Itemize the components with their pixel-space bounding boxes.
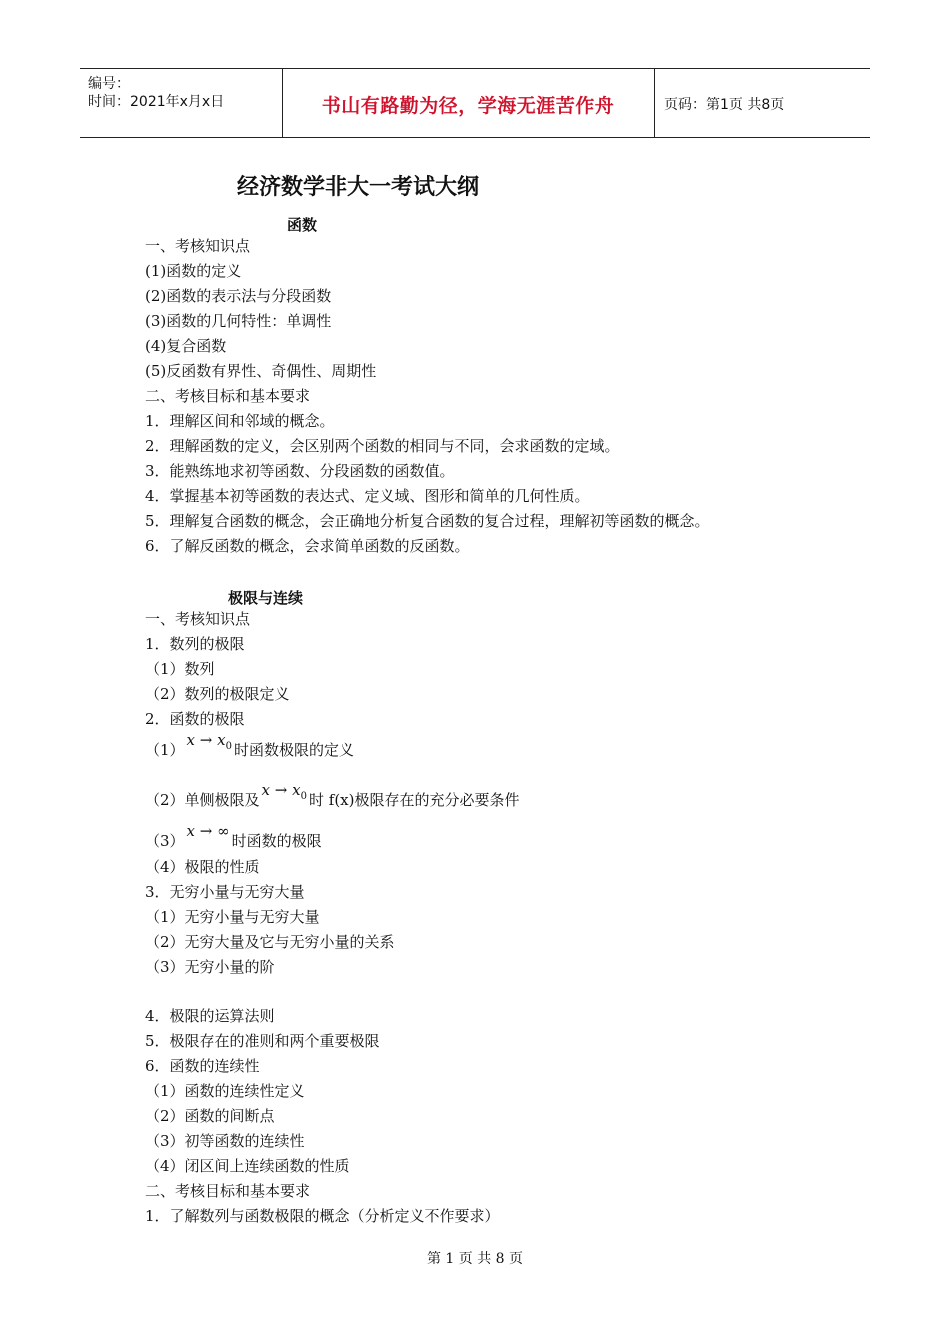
list-item: （3）x → ∞时函数的极限 <box>145 822 322 850</box>
list-item: （2）数列的极限定义 <box>145 685 290 703</box>
document-title: 经济数学非大一考试大纲 <box>237 175 480 200</box>
page-footer: 第 1 页 共 8 页 <box>426 1251 524 1267</box>
list-item: 1．了解数列与函数极限的概念（分析定义不作要求） <box>145 1207 500 1225</box>
list-item: 2．函数的极限 <box>145 710 245 728</box>
number-label: 编号： <box>88 76 130 92</box>
list-item: 3．能熟练地求初等函数、分段函数的函数值。 <box>145 462 455 480</box>
list-item: (2)函数的表示法与分段函数 <box>145 287 332 305</box>
list-item: 3．无穷小量与无穷大量 <box>145 883 305 901</box>
list-item: （3）无穷小量的阶 <box>145 958 275 976</box>
list-item: (3)函数的几何特性：单调性 <box>145 312 332 330</box>
list-item: 4．掌握基本初等函数的表达式、定义域、图形和简单的几何性质。 <box>145 487 590 505</box>
list-item: （4）闭区间上连续函数的性质 <box>145 1157 350 1175</box>
list-item: 一、考核知识点 <box>145 237 251 255</box>
math-expression: $x \to x_0$ <box>186 731 232 752</box>
list-item: （2）函数的间断点 <box>145 1107 275 1125</box>
section-heading-functions: 函数 <box>287 216 318 234</box>
header-table <box>80 68 870 138</box>
list-item: 二、考核目标和基本要求 <box>145 387 311 405</box>
list-item: （2）单侧极限及$x \to x_0$ 时 f(x)极限存在的充分必要条件 <box>145 781 520 809</box>
math-expression: x → ∞ <box>186 822 230 840</box>
list-item: 4．极限的运算法则 <box>145 1007 275 1025</box>
list-item: 2．理解函数的定义，会区别两个函数的相同与不同，会求函数的定域。 <box>145 437 620 455</box>
list-item: 1．理解区间和邻域的概念。 <box>145 412 335 430</box>
list-item: （3）初等函数的连续性 <box>145 1132 305 1150</box>
list-item: （1）无穷小量与无穷大量 <box>145 908 320 926</box>
list-item: 5．理解复合函数的概念，会正确地分析复合函数的复合过程，理解初等函数的概念。 <box>145 512 710 530</box>
time-label: 时间：2021年x月x日 <box>88 94 225 110</box>
list-item: (4)复合函数 <box>145 337 227 355</box>
list-item: 1．数列的极限 <box>145 635 245 653</box>
page-code: 页码：第1页 共8页 <box>664 97 785 113</box>
list-item: 6．了解反函数的概念，会求简单函数的反函数。 <box>145 537 470 555</box>
motto: 书山有路勤为径，学海无涯苦作舟 <box>321 95 615 117</box>
list-item: (1)函数的定义 <box>145 262 242 280</box>
list-item: （1）数列 <box>145 660 215 678</box>
list-item: (5)反函数有界性、奇偶性、周期性 <box>145 362 377 380</box>
section-heading-limits: 极限与连续 <box>228 589 304 607</box>
list-item: 二、考核目标和基本要求 <box>145 1182 311 1200</box>
header-page-cell <box>654 69 870 137</box>
list-item: 一、考核知识点 <box>145 610 251 628</box>
list-item: （2）无穷大量及它与无穷小量的关系 <box>145 933 395 951</box>
list-item: 5．极限存在的准则和两个重要极限 <box>145 1032 380 1050</box>
list-item: $(1)x \to x_0$ 时函数极限的定义 <box>145 731 355 759</box>
list-item: 6．函数的连续性 <box>145 1057 260 1075</box>
math-expression: $x \to x_0$ <box>261 781 307 802</box>
list-item: （4）极限的性质 <box>145 858 260 876</box>
header-left-cell <box>80 69 283 137</box>
header-motto-cell <box>282 69 655 137</box>
list-item: （1）函数的连续性定义 <box>145 1082 305 1100</box>
